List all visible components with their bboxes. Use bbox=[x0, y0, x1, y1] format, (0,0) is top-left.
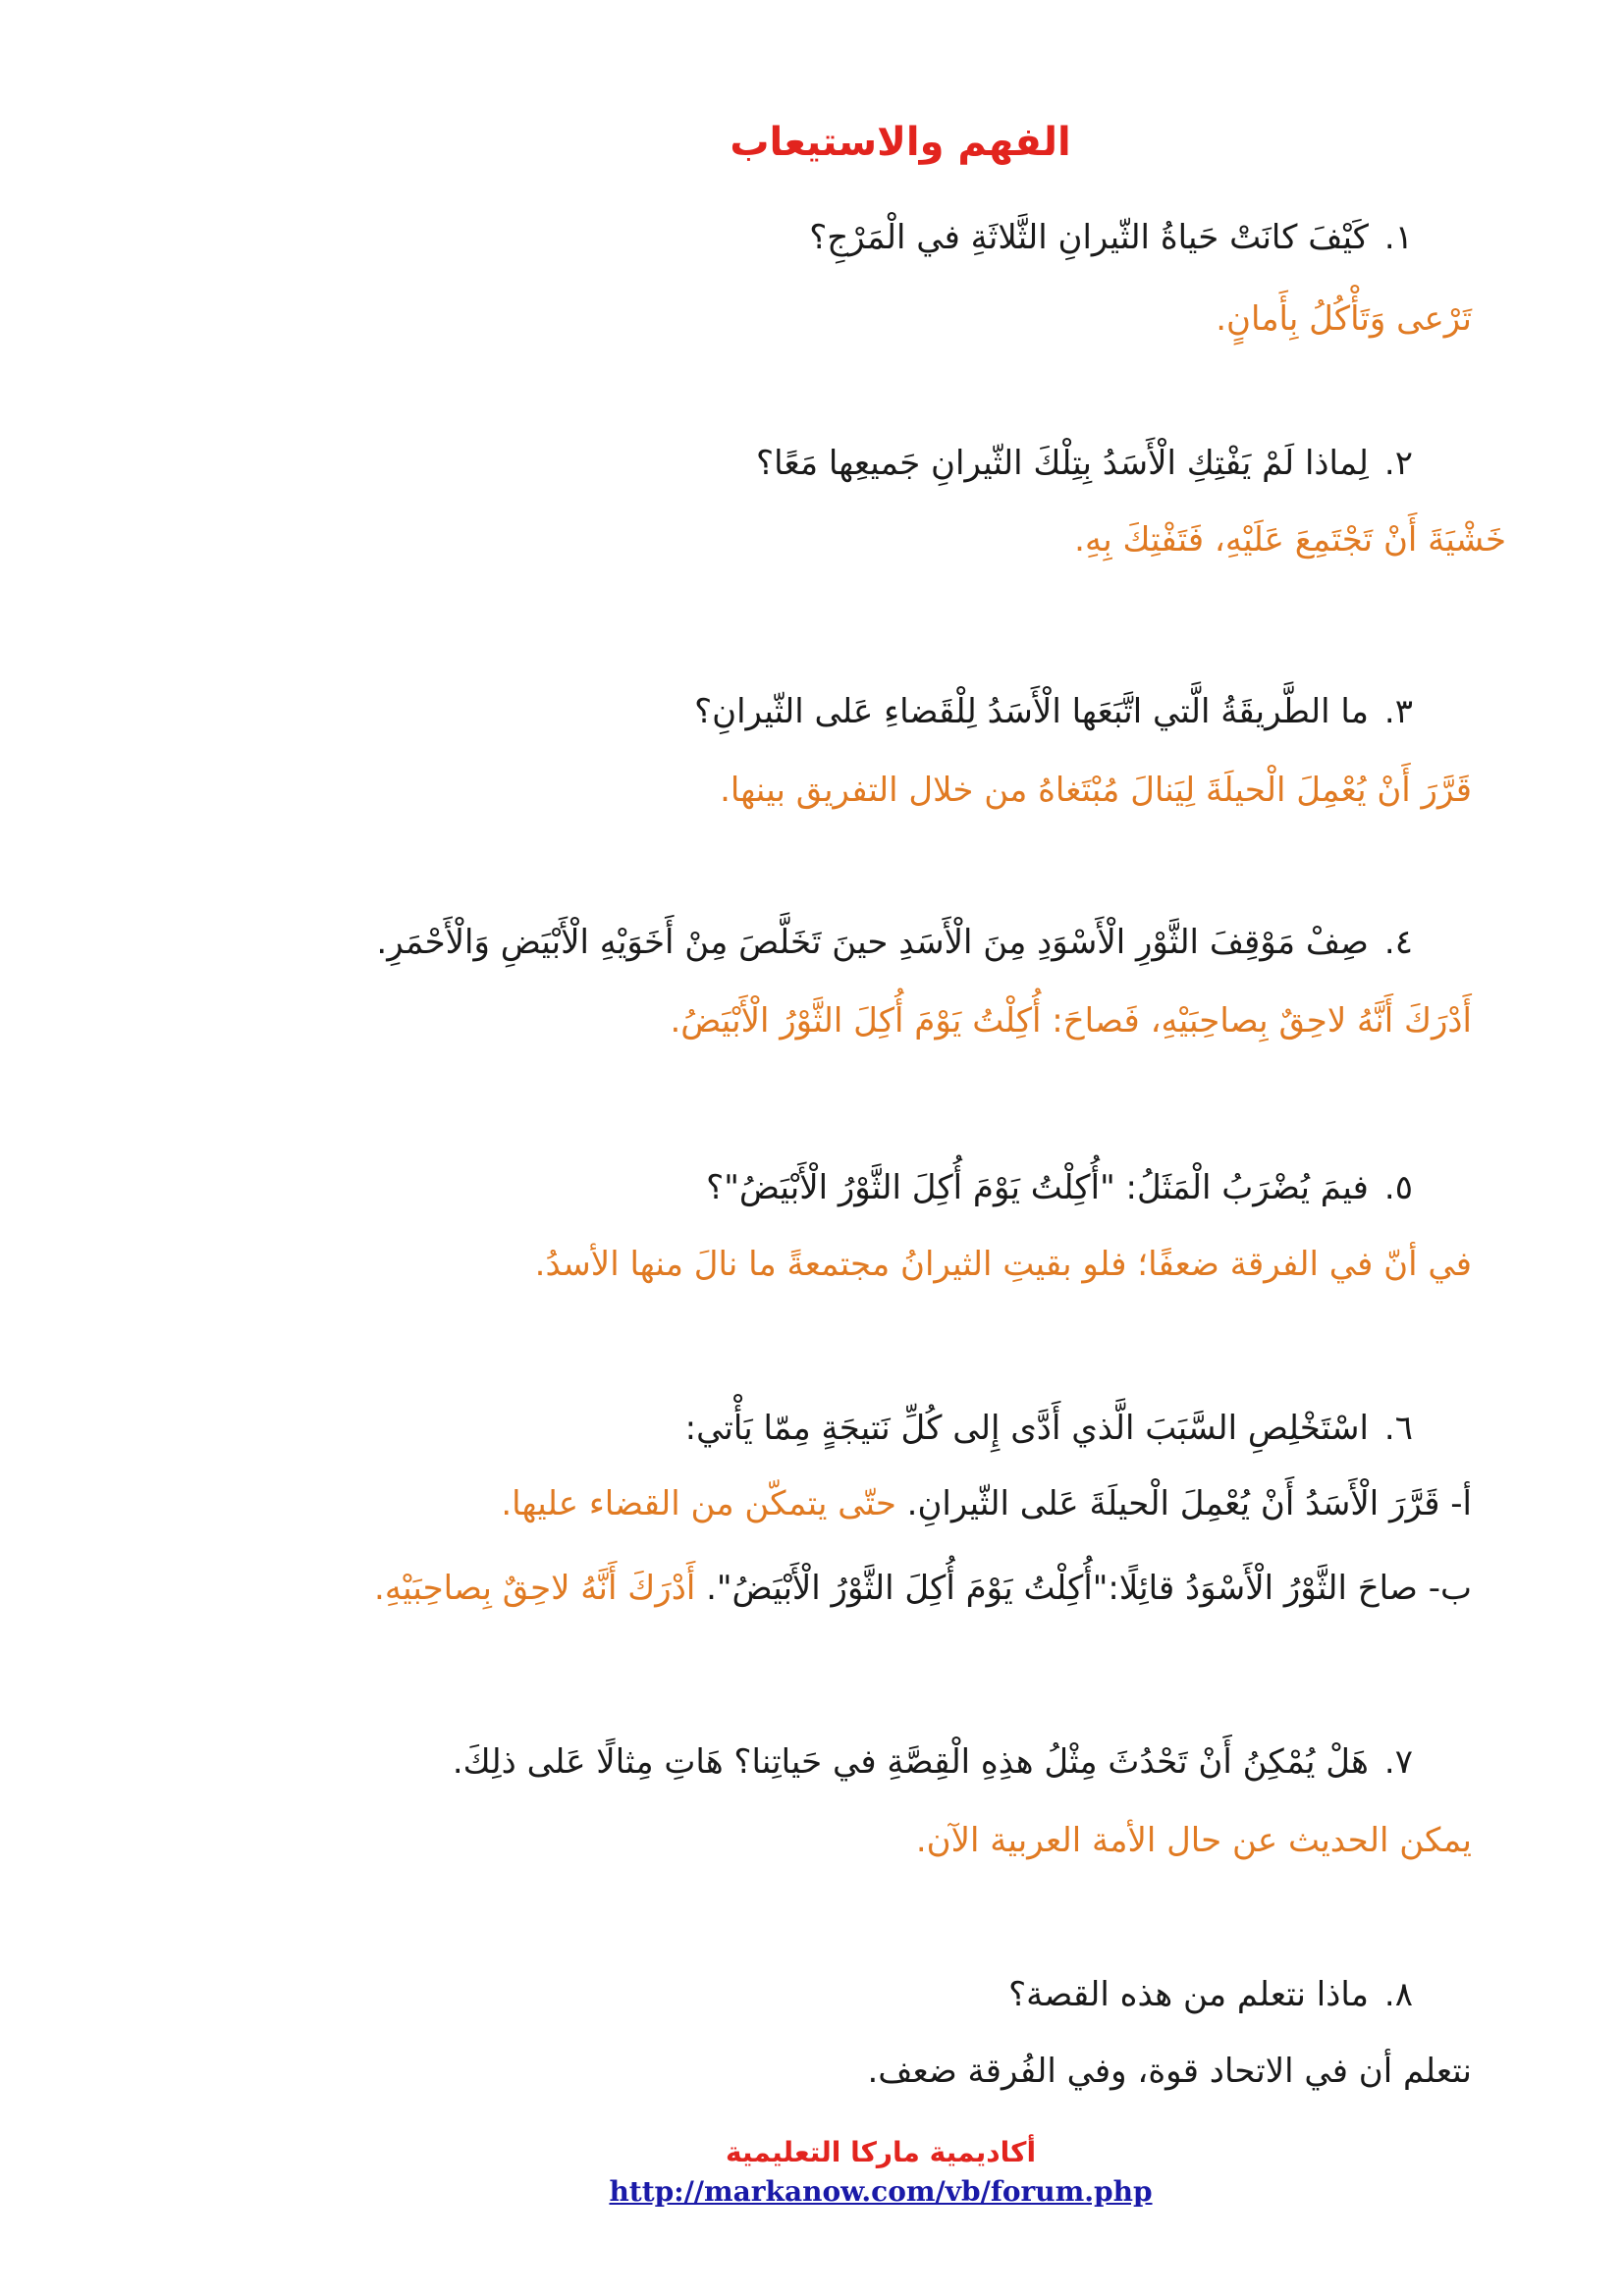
question-6 bbox=[685, 1409, 1413, 1448]
question-text: اسْتَخْلِصِ السَّبَبَ الَّذي أَدَّى إِلى كُلِّ نَتيجَةٍ مِمّا يَأْتي: bbox=[684, 1409, 1369, 1448]
question-text: ما الطَّريقَةُ الَّتي اتَّبَعَها الْأَسَدُ لِلْقَضاءِ عَلى الثّيرانِ؟ bbox=[694, 692, 1369, 731]
question-5 bbox=[706, 1168, 1413, 1207]
question-number: ١. bbox=[1383, 218, 1413, 257]
question-7 bbox=[453, 1742, 1413, 1782]
answer-5: في أنّ في الفرقة ضعفًا؛ فلو بقيتِ الثيرانُ مجتمعةً ما نالَ منها الأسدُ. bbox=[534, 1245, 1472, 1284]
answer-1: تَرْعى وَتَأْكُلُ بِأَمانٍ. bbox=[1216, 299, 1472, 339]
question-text: ماذا نتعلم من هذه القصة؟ bbox=[1008, 1975, 1369, 2014]
question-6-part-a bbox=[501, 1484, 1472, 1523]
part-a-text: أ- قَرَّرَ الْأَسَدُ أَنْ يُعْمِلَ الْحيلَةَ عَلى الثّيرانِ. bbox=[906, 1484, 1472, 1523]
question-text: هَلْ يُمْكِنُ أَنْ تَحْدُثَ مِثْلُ هذِهِ الْقِصَّةِ في حَياتِنا؟ هَاتِ مِثالًا عَلى ذلِكَ. bbox=[452, 1742, 1369, 1782]
part-b-text: ب- صاحَ الثَّوْرُ الْأَسْوَدُ قائِلًا:"أُكِلْتُ يَوْمَ أُكِلَ الثَّوْرُ الْأَبْيَضُ". bbox=[706, 1569, 1472, 1608]
question-6-part-b bbox=[374, 1569, 1472, 1608]
answer-2: خَشْيَةَ أَنْ تَجْتَمِعَ عَلَيْهِ، فَتَفْتِكَ بِهِ. bbox=[1074, 520, 1506, 560]
part-b-answer: أَدْرَكَ أَنَّهُ لاحِقٌ بِصاحِبَيْهِ. bbox=[374, 1569, 696, 1608]
answer-7: يمكن الحديث عن حال الأمة العربية الآن. bbox=[915, 1821, 1472, 1860]
question-text: صِفْ مَوْقِفَ الثَّوْرِ الْأَسْوَدِ مِنَ الْأَسَدِ حينَ تَخَلَّصَ مِنْ أَخَوَيْهِ الْأَبْيَضِ وَالْأَحْمَرِ. bbox=[376, 923, 1369, 962]
question-text: كَيْفَ كانَتْ حَياةُ الثّيرانِ الثَّلاثَةِ في الْمَرْجِ؟ bbox=[809, 218, 1369, 257]
question-2 bbox=[756, 444, 1413, 483]
question-number: ٧. bbox=[1383, 1742, 1413, 1782]
question-8 bbox=[1008, 1975, 1413, 2014]
question-number: ٦. bbox=[1383, 1409, 1413, 1448]
question-text: لِماذا لَمْ يَفْتِكِ الْأَسَدُ بِتِلْكَ الثّيرانِ جَميعِها مَعًا؟ bbox=[756, 444, 1369, 483]
question-number: ٢. bbox=[1383, 444, 1413, 483]
question-number: ٨. bbox=[1383, 1975, 1413, 2014]
question-text: فيمَ يُضْرَبُ الْمَثَلُ: "أُكِلْتُ يَوْمَ أُكِلَ الثَّوْرُ الْأَبْيَضُ"؟ bbox=[706, 1168, 1369, 1207]
question-number: ٥. bbox=[1383, 1168, 1413, 1207]
question-number: ٣. bbox=[1383, 692, 1413, 731]
question-number: ٤. bbox=[1383, 923, 1413, 962]
question-3 bbox=[694, 692, 1413, 731]
footer-academy-name: أكاديمية ماركا التعليمية bbox=[725, 2136, 1037, 2168]
answer-8: نتعلم أن في الاتحاد قوة، وفي الفُرقة ضعف. bbox=[867, 2052, 1472, 2091]
question-1 bbox=[809, 218, 1413, 257]
part-a-answer: حتّى يتمكّن من القضاء عليها. bbox=[501, 1484, 896, 1523]
answer-4: أَدْرَكَ أَنَّهُ لاحِقٌ بِصاحِبَيْهِ، فَصاحَ: أُكِلْتُ يَوْمَ أُكِلَ الثَّوْرُ الْأَبْيَضُ. bbox=[670, 1001, 1472, 1041]
footer-forum-link[interactable]: http://markanow.com/vb/forum.php bbox=[609, 2175, 1153, 2208]
page-title: الفهم والاستيعاب bbox=[730, 120, 1071, 165]
answer-3: قَرَّرَ أَنْ يُعْمِلَ الْحيلَةَ لِيَنالَ مُبْتَغاهُ من خلال التفريق بينها. bbox=[720, 771, 1472, 810]
question-4 bbox=[376, 923, 1413, 962]
